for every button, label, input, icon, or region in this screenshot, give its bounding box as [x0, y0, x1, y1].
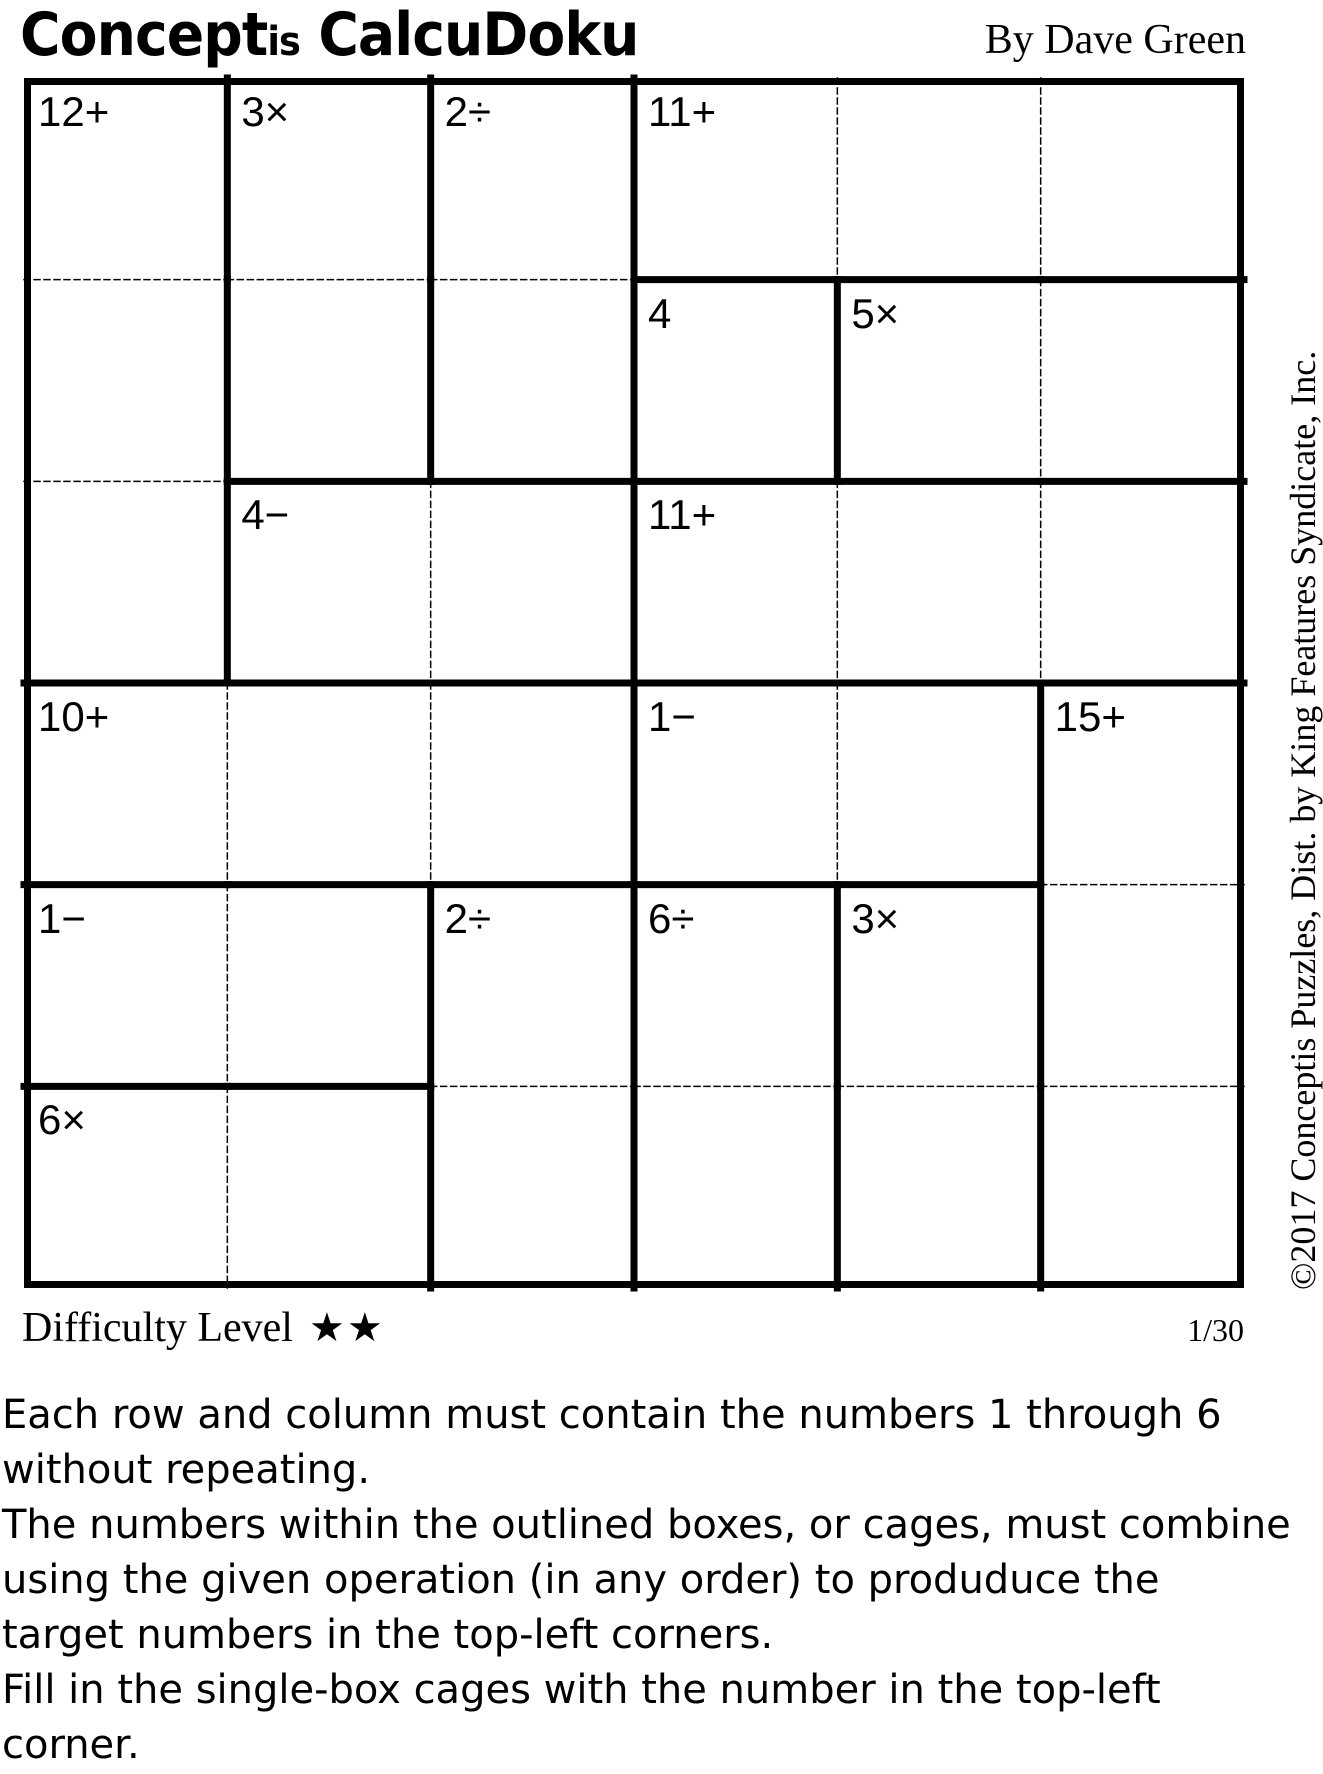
- instruction-1: Each row and column must contain the numbers 1 through 6 without repeating.: [2, 1392, 1222, 1493]
- grid-lines: [24, 78, 1244, 1288]
- difficulty-label: Difficulty Level: [22, 1305, 293, 1351]
- grid-cell[interactable]: [837, 683, 1040, 885]
- cage-clue: 3×: [851, 894, 900, 942]
- grid-cell[interactable]: [227, 683, 430, 885]
- cage-clue: 1−: [648, 693, 696, 740]
- copyright-notice: ©2017 Conceptis Puzzles, Dist. by King Features Syndicate, Inc.: [1283, 350, 1323, 1290]
- cage-clue: 6×: [38, 1096, 86, 1144]
- difficulty-level: [22, 1300, 385, 1356]
- puzzle-grid[interactable]: [24, 78, 1244, 1288]
- grid-cell[interactable]: [24, 481, 227, 683]
- cage-clue: 3×: [241, 88, 290, 135]
- puzzle-title: [20, 0, 639, 77]
- cage-clue: 6÷: [648, 894, 695, 942]
- cage-clue: 2÷: [444, 894, 492, 942]
- grid-cell[interactable]: [431, 280, 634, 482]
- cage-clue: 1−: [38, 894, 86, 942]
- grid-cell[interactable]: [24, 280, 227, 482]
- title-rest: CalcuDoku: [300, 0, 639, 70]
- grid-cell[interactable]: [431, 481, 634, 683]
- cage-clue: 2÷: [444, 88, 492, 135]
- grid-cell[interactable]: [1041, 885, 1244, 1087]
- instructions: [2, 1388, 1292, 1773]
- instruction-3: Fill in the single-box cages with the number in the top-left corner.: [2, 1667, 1161, 1768]
- grid-cell[interactable]: [227, 885, 430, 1087]
- author-byline: By Dave Green: [984, 17, 1246, 63]
- title-main: Concept: [20, 0, 268, 70]
- cage-clue: 11+: [648, 88, 717, 135]
- cage-clue: 10+: [38, 693, 110, 740]
- grid-cell[interactable]: [431, 683, 634, 885]
- grid-cell[interactable]: [227, 1086, 430, 1288]
- cage-clue: 11+: [648, 491, 717, 539]
- grid-cell[interactable]: [1041, 280, 1244, 482]
- cage-clue: 12+: [38, 88, 110, 135]
- cage-clue: 15+: [1054, 693, 1126, 740]
- grid-cell[interactable]: [1041, 481, 1244, 683]
- cage-clue: 5×: [851, 289, 900, 337]
- cage-clue: 4−: [241, 491, 290, 539]
- grid-cell[interactable]: [634, 1086, 837, 1288]
- page-number: 1/30: [1187, 1312, 1244, 1348]
- instruction-2: The numbers within the outlined boxes, or cages, must combine using the given operation (in any order) to produduce the target numbers in the top-left corners.: [2, 1502, 1291, 1658]
- grid-cell[interactable]: [1041, 78, 1244, 280]
- grid-cell[interactable]: [227, 280, 430, 482]
- cage-clue: 4: [648, 289, 672, 337]
- grid-cell[interactable]: [431, 1086, 634, 1288]
- grid-cell[interactable]: [837, 481, 1040, 683]
- grid-cell[interactable]: [837, 78, 1040, 280]
- grid-cell[interactable]: [1041, 1086, 1244, 1288]
- title-small: is: [267, 19, 301, 65]
- difficulty-stars-icon: ★★: [308, 1305, 385, 1351]
- grid-cell[interactable]: [837, 1086, 1040, 1288]
